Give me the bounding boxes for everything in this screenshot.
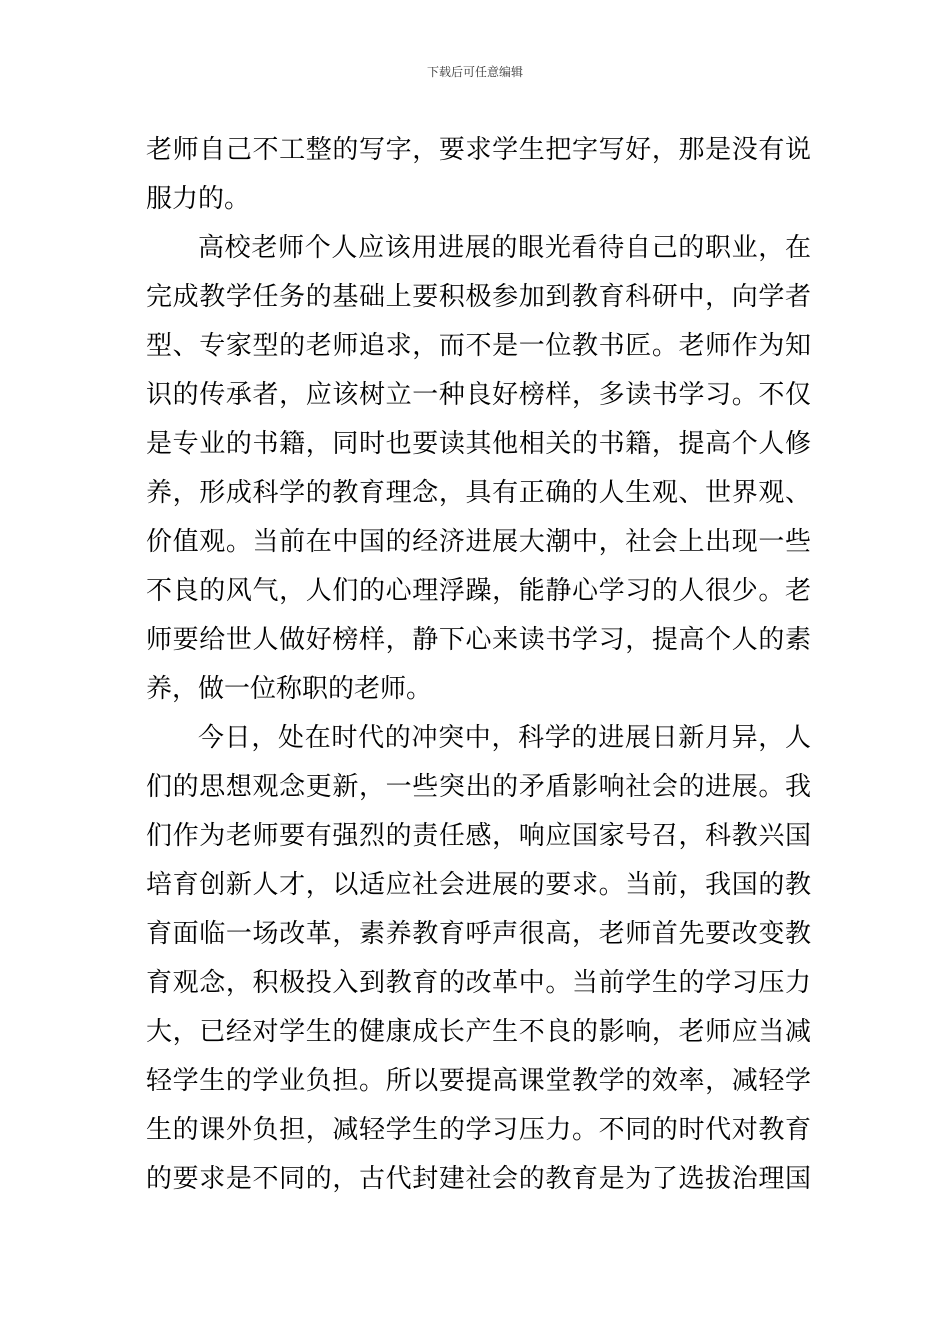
text-line: 养，做一位称职的老师。 xyxy=(146,674,433,704)
text-line: 完成教学任务的基础上要积极参加到教育科研中，向学者 xyxy=(146,282,811,312)
text-line: 育面临一场改革，素养教育呼声很高，老师首先要改变教 xyxy=(146,919,811,949)
text-line: 老师自己不工整的写字，要求学生把字写好，那是没有说 xyxy=(146,135,811,165)
text-line: 师要给世人做好榜样，静下心来读书学习，提高个人的素 xyxy=(146,625,811,655)
text-line: 育观念，积极投入到教育的改革中。当前学生的学习压力 xyxy=(146,968,811,998)
text-line: 不良的风气，人们的心理浮躁，能静心学习的人很少。老 xyxy=(146,576,811,606)
text-line: 们作为老师要有强烈的责任感，响应国家号召，科教兴国 xyxy=(146,821,811,851)
text-line: 识的传承者，应该树立一种良好榜样，多读书学习。不仅 xyxy=(146,380,811,410)
text-line: 大，已经对学生的健康成长产生不良的影响，老师应当减 xyxy=(146,1017,811,1047)
page-header: 下载后可任意编辑 xyxy=(426,65,523,79)
text-line: 培育创新人才，以适应社会进展的要求。当前，我国的教 xyxy=(146,870,811,900)
text-line: 型、专家型的老师追求，而不是一位教书匠。老师作为知 xyxy=(146,331,811,361)
body-text xyxy=(146,126,811,1204)
text-line: 们的思想观念更新，一些突出的矛盾影响社会的进展。我 xyxy=(146,772,811,802)
text-line: 生的课外负担，减轻学生的学习压力。不同的时代对教育 xyxy=(146,1115,811,1145)
text-line: 的要求是不同的，古代封建社会的教育是为了选拔治理国 xyxy=(146,1164,811,1194)
text-line: 服力的。 xyxy=(146,184,251,214)
text-line: 养，形成科学的教育理念，具有正确的人生观、世界观、 xyxy=(146,478,811,508)
paragraph-first-line: 今日，处在时代的冲突中，科学的进展日新月异，人 xyxy=(198,723,811,753)
paragraph-first-line: 高校老师个人应该用进展的眼光看待自己的职业，在 xyxy=(198,233,811,263)
text-line: 价值观。当前在中国的经济进展大潮中，社会上出现一些 xyxy=(146,527,811,557)
text-line: 轻学生的学业负担。所以要提高课堂教学的效率，减轻学 xyxy=(146,1066,811,1096)
text-line: 是专业的书籍，同时也要读其他相关的书籍，提高个人修 xyxy=(146,429,811,459)
